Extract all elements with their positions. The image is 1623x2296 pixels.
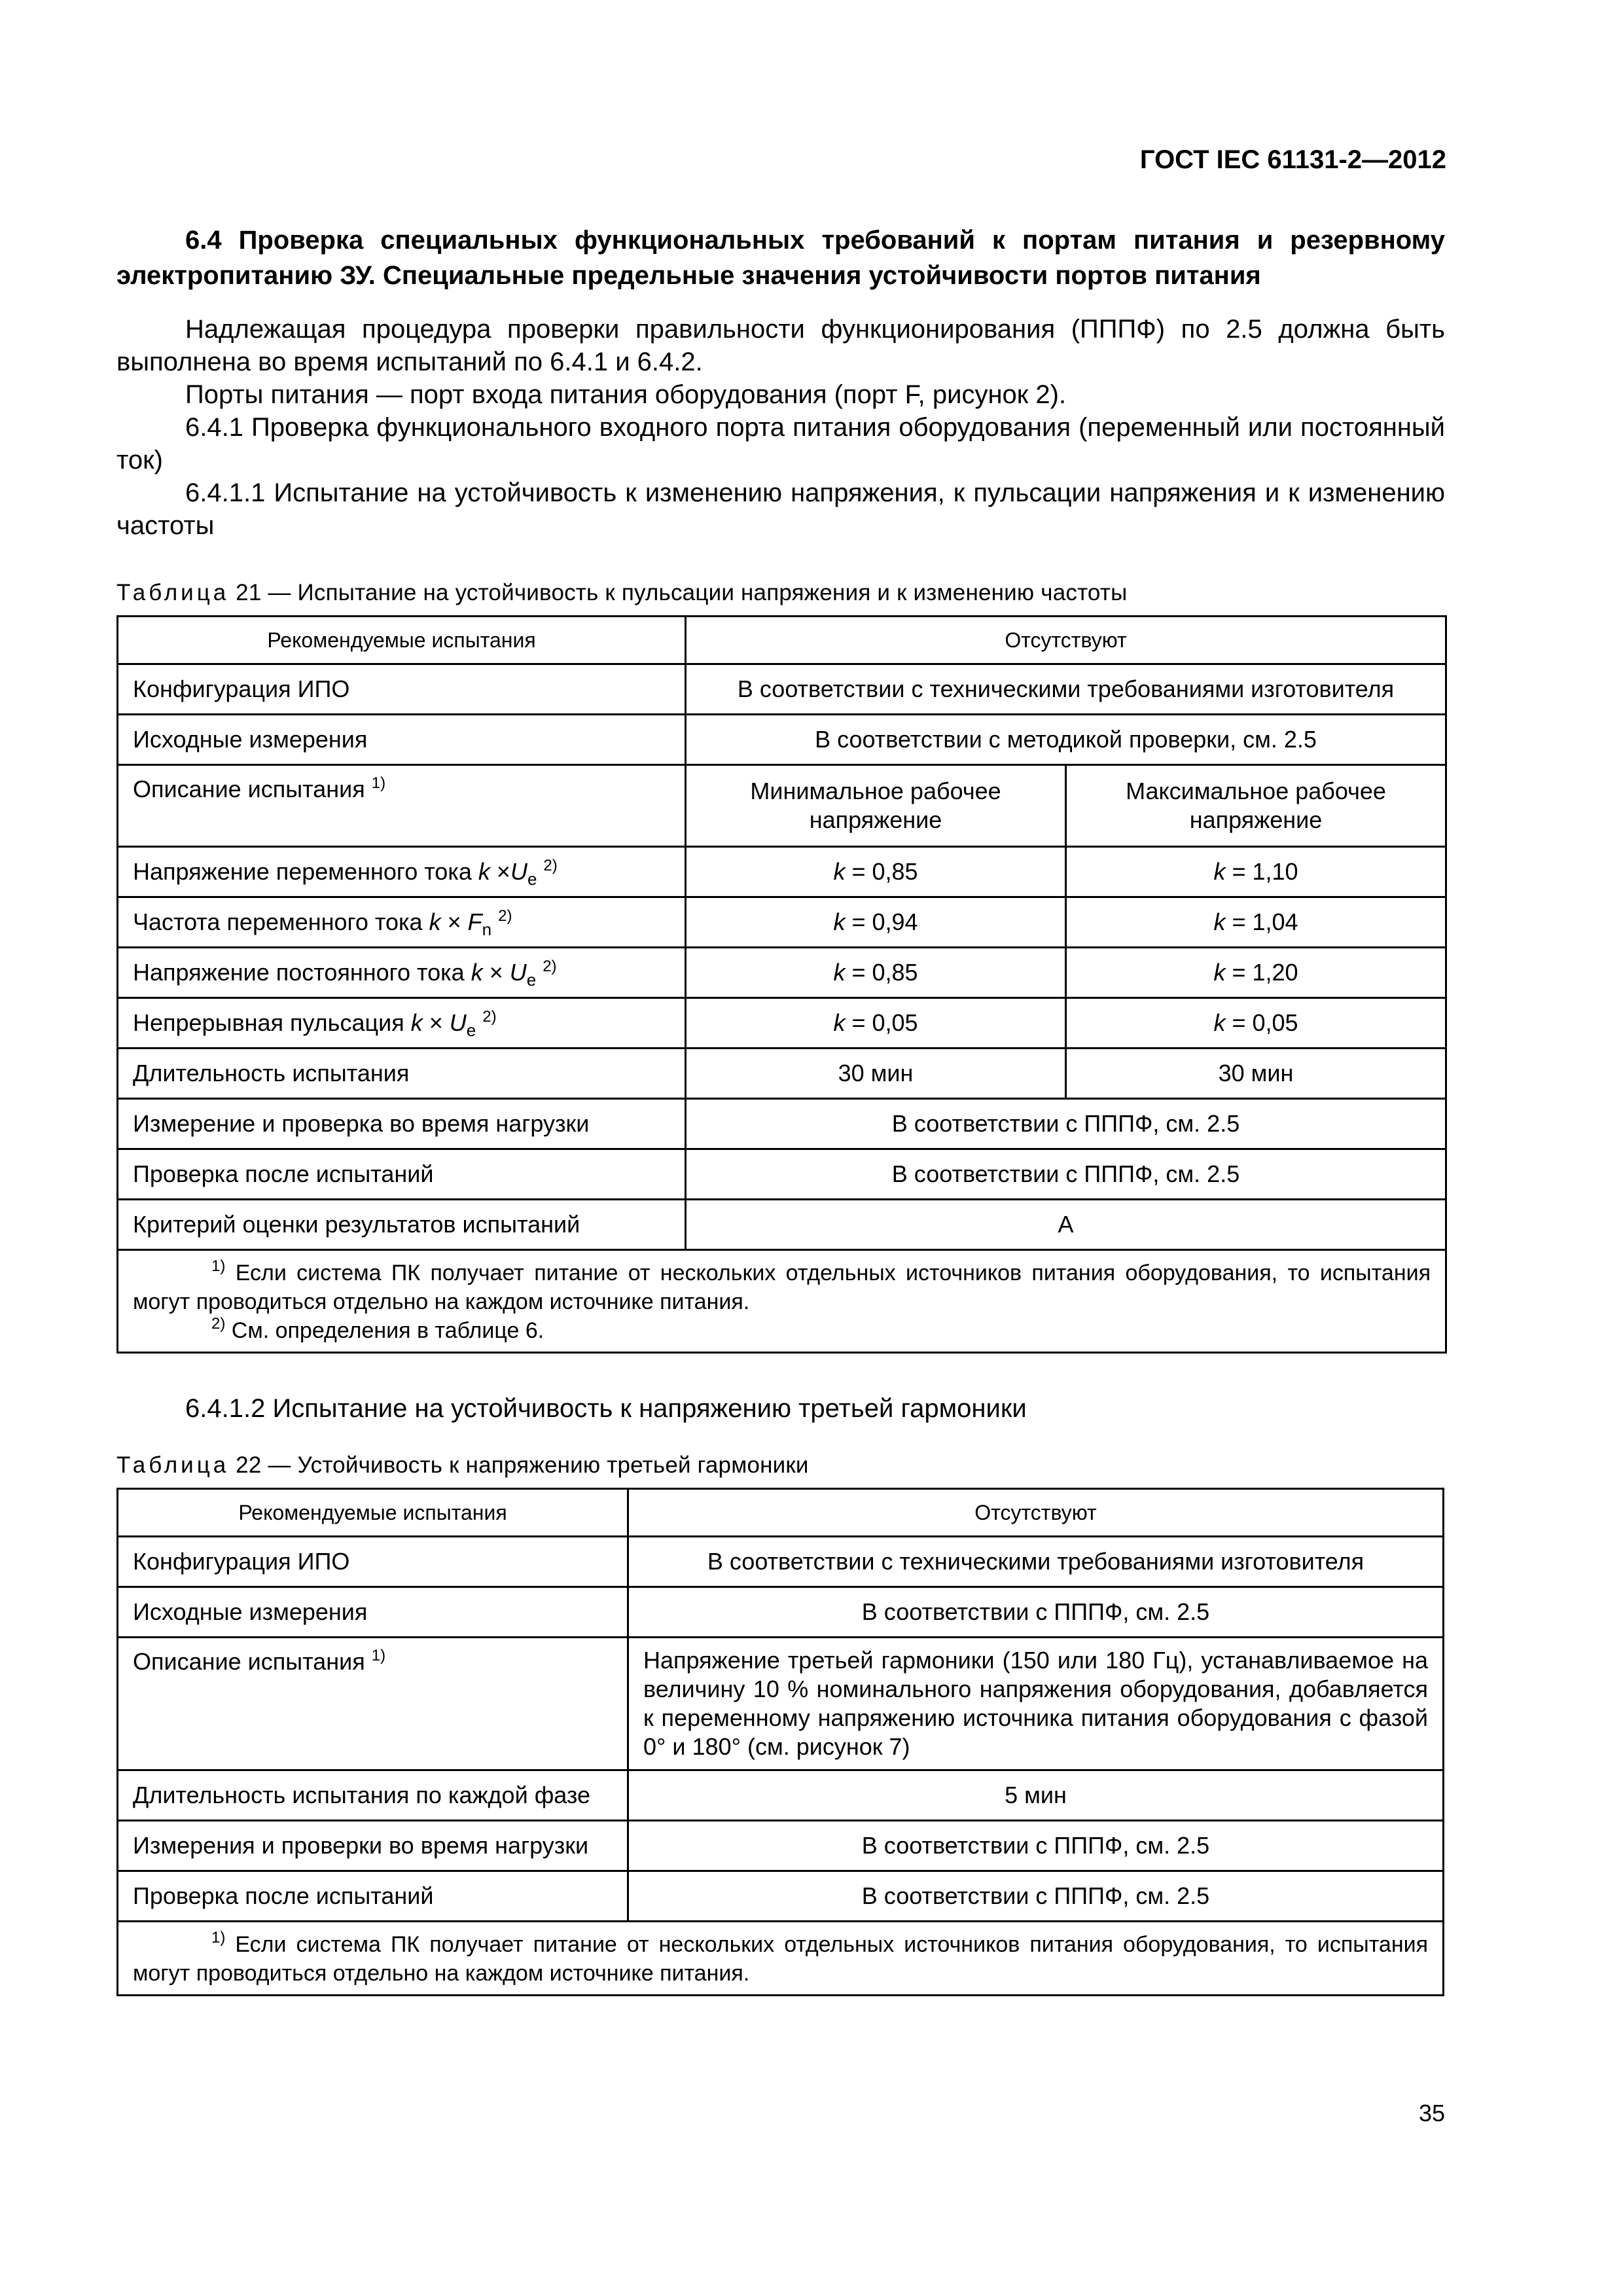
standard-header: ГОСТ IEC 61131-2—2012: [1139, 145, 1446, 174]
table-row: [118, 1149, 1446, 1200]
value: = 1,20: [1232, 959, 1298, 986]
table-footnotes: [118, 1922, 1444, 1996]
table-cell: Проверка после испытаний: [118, 1149, 686, 1200]
table-22-caption: [116, 1452, 1445, 1479]
table-cell: Длительность испытания: [118, 1049, 686, 1099]
table-cell: [1066, 847, 1446, 897]
table-cell: [686, 948, 1066, 998]
table-row: [118, 1099, 1446, 1149]
table-cell: [118, 998, 686, 1049]
table-row: [118, 664, 1446, 715]
table-22: [116, 1488, 1444, 1996]
page-number: 35: [1418, 2100, 1445, 2126]
table-cell: Проверка после испытаний: [118, 1871, 628, 1922]
table-cell: Конфигурация ИПО: [118, 1537, 628, 1587]
table-cell: Конфигурация ИПО: [118, 664, 686, 715]
value: = 0,85: [851, 959, 918, 986]
formula-op: ×: [482, 959, 510, 986]
value: = 0,94: [851, 908, 918, 935]
value: = 0,05: [1232, 1009, 1298, 1036]
formula-u: U: [449, 1009, 467, 1036]
table-row: [118, 715, 1446, 765]
table-22-caption-word: Таблица: [116, 1452, 230, 1478]
table-cell: [118, 847, 686, 897]
page-content: [116, 223, 1445, 1996]
table-cell: В соответствии с ПППФ, см. 2.5: [686, 1099, 1446, 1149]
table-row: [118, 617, 1446, 664]
table-cell: В соответствии с ПППФ, см. 2.5: [628, 1587, 1444, 1638]
table-cell: [1066, 998, 1446, 1049]
table-header-cell: Рекомендуемые испытания: [118, 1489, 628, 1537]
table-footnotes: [118, 1250, 1446, 1353]
footnote-text: Если система ПК получает питание от нескольких отдельных источников питания оборудования, то испытания могут проводиться отдельно на каждом источнике питания.: [133, 1932, 1428, 1986]
footnote-ref: 2): [543, 958, 557, 975]
formula-u: U: [509, 959, 527, 986]
formula-op: ×: [490, 858, 510, 885]
table-cell: [1066, 897, 1446, 948]
table-cell: Измерение и проверка во время нагрузки: [118, 1099, 686, 1149]
formula-u: U: [510, 858, 527, 885]
paragraph-verification: Надлежащая процедура проверки правильности функционирования (ПППФ) по 2.5 должна быть выполнена во время испытаний по 6.4.1 и 6.4.2.: [116, 315, 1445, 376]
table-row: [118, 1922, 1444, 1996]
k-letter: k: [833, 1009, 846, 1036]
table-row: [118, 1587, 1444, 1638]
k-letter: k: [833, 858, 846, 885]
table-header-cell: Отсутствуют: [628, 1489, 1444, 1537]
table-cell: В соответствии с ПППФ, см. 2.5: [628, 1871, 1444, 1922]
table-cell: Исходные измерения: [118, 1587, 628, 1638]
value: = 0,05: [851, 1009, 918, 1036]
footnote-text: См. определения в таблице 6.: [225, 1318, 544, 1343]
section-title: 6.4 Проверка специальных функциональных требований к портам питания и резервному электропитанию ЗУ. Специальные предельные значения устойчивости портов питания: [116, 226, 1445, 290]
table-cell: В соответствии с техническими требованиями изготовителя: [686, 664, 1446, 715]
k-letter: k: [1213, 858, 1226, 885]
table-cell: [118, 897, 686, 948]
table-22-caption-text: 22 — Устойчивость к напряжению третьей гармоники: [229, 1452, 809, 1478]
table-row: [118, 1200, 1446, 1250]
table-21-caption-text: 21 — Испытание на устойчивость к пульсации напряжения и к изменению частоты: [229, 580, 1128, 605]
table-row: [118, 1250, 1446, 1353]
value: = 1,10: [1232, 858, 1298, 885]
table-row: [118, 1770, 1444, 1821]
desc-label: Описание испытания: [133, 776, 365, 802]
footnote-text: Если система ПК получает питание от нескольких отдельных источников питания оборудования, то испытания могут проводиться отдельно на каждом источнике питания.: [133, 1261, 1431, 1314]
table-row: [118, 897, 1446, 948]
table-row: [118, 1821, 1444, 1871]
table-cell: Максимальное рабочее напряжение: [1066, 765, 1446, 847]
table-cell: [1066, 948, 1446, 998]
formula-sub: e: [526, 970, 537, 990]
table-cell: Критерий оценки результатов испытаний: [118, 1200, 686, 1250]
table-header-cell: Рекомендуемые испытания: [118, 617, 686, 664]
table-row: [118, 1049, 1446, 1099]
formula-sub: e: [466, 1020, 476, 1040]
formula-sub: n: [482, 920, 492, 939]
table-21-caption-word: Таблица: [116, 580, 230, 605]
table-cell: Минимальное рабочее напряжение: [686, 765, 1066, 847]
table-cell: Исходные измерения: [118, 715, 686, 765]
table-header-cell: Отсутствуют: [686, 617, 1446, 664]
table-row: [118, 1537, 1444, 1587]
formula-k: k: [410, 1009, 423, 1036]
table-cell: А: [686, 1200, 1446, 1250]
table-cell: 30 мин: [686, 1049, 1066, 1099]
table-cell: [686, 998, 1066, 1049]
table-cell: [118, 765, 686, 847]
k-letter: k: [1213, 1009, 1226, 1036]
dc-label: Напряжение постоянного тока: [133, 959, 465, 986]
table-cell: 30 мин: [1066, 1049, 1446, 1099]
formula-op: ×: [422, 1009, 450, 1036]
table-cell: [118, 948, 686, 998]
table-21-caption: [116, 580, 1445, 606]
footnote-2: [133, 1316, 1431, 1345]
paragraph-power-ports: Порты питания — порт входа питания оборудования (порт F, рисунок 2).: [185, 380, 1067, 409]
table-row: [118, 948, 1446, 998]
formula-k: k: [478, 858, 490, 885]
formula-k: k: [471, 959, 483, 986]
table-cell: В соответствии с ПППФ, см. 2.5: [686, 1149, 1446, 1200]
freq-label: Частота переменного тока: [133, 908, 423, 935]
footnote-marker: 2): [211, 1315, 226, 1333]
table-cell: [686, 897, 1066, 948]
footnote-ref: 2): [498, 907, 512, 925]
footnote-ref: 1): [371, 774, 386, 792]
table-cell: Измерения и проверки во время нагрузки: [118, 1821, 628, 1871]
table-cell: В соответствии с методикой проверки, см. 2.5: [686, 715, 1446, 765]
table-cell: [118, 1638, 628, 1770]
footnote-ref: 1): [371, 1647, 386, 1664]
table-cell: Напряжение третьей гармоники (150 или 180 Гц), устанавливаемое на величину 10 % номинального напряжения оборудования, добавляется к переменному напряжению источника питания оборудования с фазой 0° и 180° (см. рисунок 7): [628, 1638, 1444, 1770]
table-row: [118, 1489, 1444, 1537]
formula-op: ×: [440, 908, 468, 935]
k-letter: k: [833, 959, 846, 986]
footnote-1: [133, 1930, 1428, 1988]
desc-label: Описание испытания: [133, 1648, 365, 1675]
formula-f: F: [467, 908, 482, 935]
formula-sub: e: [527, 869, 537, 889]
table-row: [118, 765, 1446, 847]
value: = 1,04: [1232, 908, 1298, 935]
table-row: [118, 847, 1446, 897]
footnote-ref: 2): [482, 1008, 497, 1026]
footnote-marker: 1): [211, 1929, 226, 1946]
table-row: [118, 1871, 1444, 1922]
footnote-ref: 2): [543, 857, 558, 874]
value: = 0,85: [851, 858, 918, 885]
table-row: [118, 998, 1446, 1049]
k-letter: k: [1213, 908, 1226, 935]
table-cell: 5 мин: [628, 1770, 1444, 1821]
k-letter: k: [1213, 959, 1226, 986]
table-21: [116, 615, 1447, 1354]
footnote-marker: 1): [211, 1257, 226, 1275]
k-letter: k: [833, 908, 846, 935]
subsection-title: 6.4.1.2 Испытание на устойчивость к напряжению третьей гармоники: [185, 1394, 1027, 1423]
table-cell: [686, 847, 1066, 897]
formula-k: k: [429, 908, 441, 935]
paragraph-6-4-1: 6.4.1 Проверка функционального входного порта питания оборудования (переменный или постоянный ток): [116, 413, 1445, 475]
table-cell: Длительность испытания по каждой фазе: [118, 1770, 628, 1821]
ripple-label: Непрерывная пульсация: [133, 1009, 404, 1036]
ac-label: Напряжение переменного тока: [133, 858, 472, 885]
paragraph-6-4-1-1: 6.4.1.1 Испытание на устойчивость к изменению напряжения, к пульсации напряжения и к изменению частоты: [116, 478, 1445, 540]
table-cell: В соответствии с ПППФ, см. 2.5: [628, 1821, 1444, 1871]
footnote-1: [133, 1259, 1431, 1316]
table-row: [118, 1638, 1444, 1770]
table-cell: В соответствии с техническими требованиями изготовителя: [628, 1537, 1444, 1587]
